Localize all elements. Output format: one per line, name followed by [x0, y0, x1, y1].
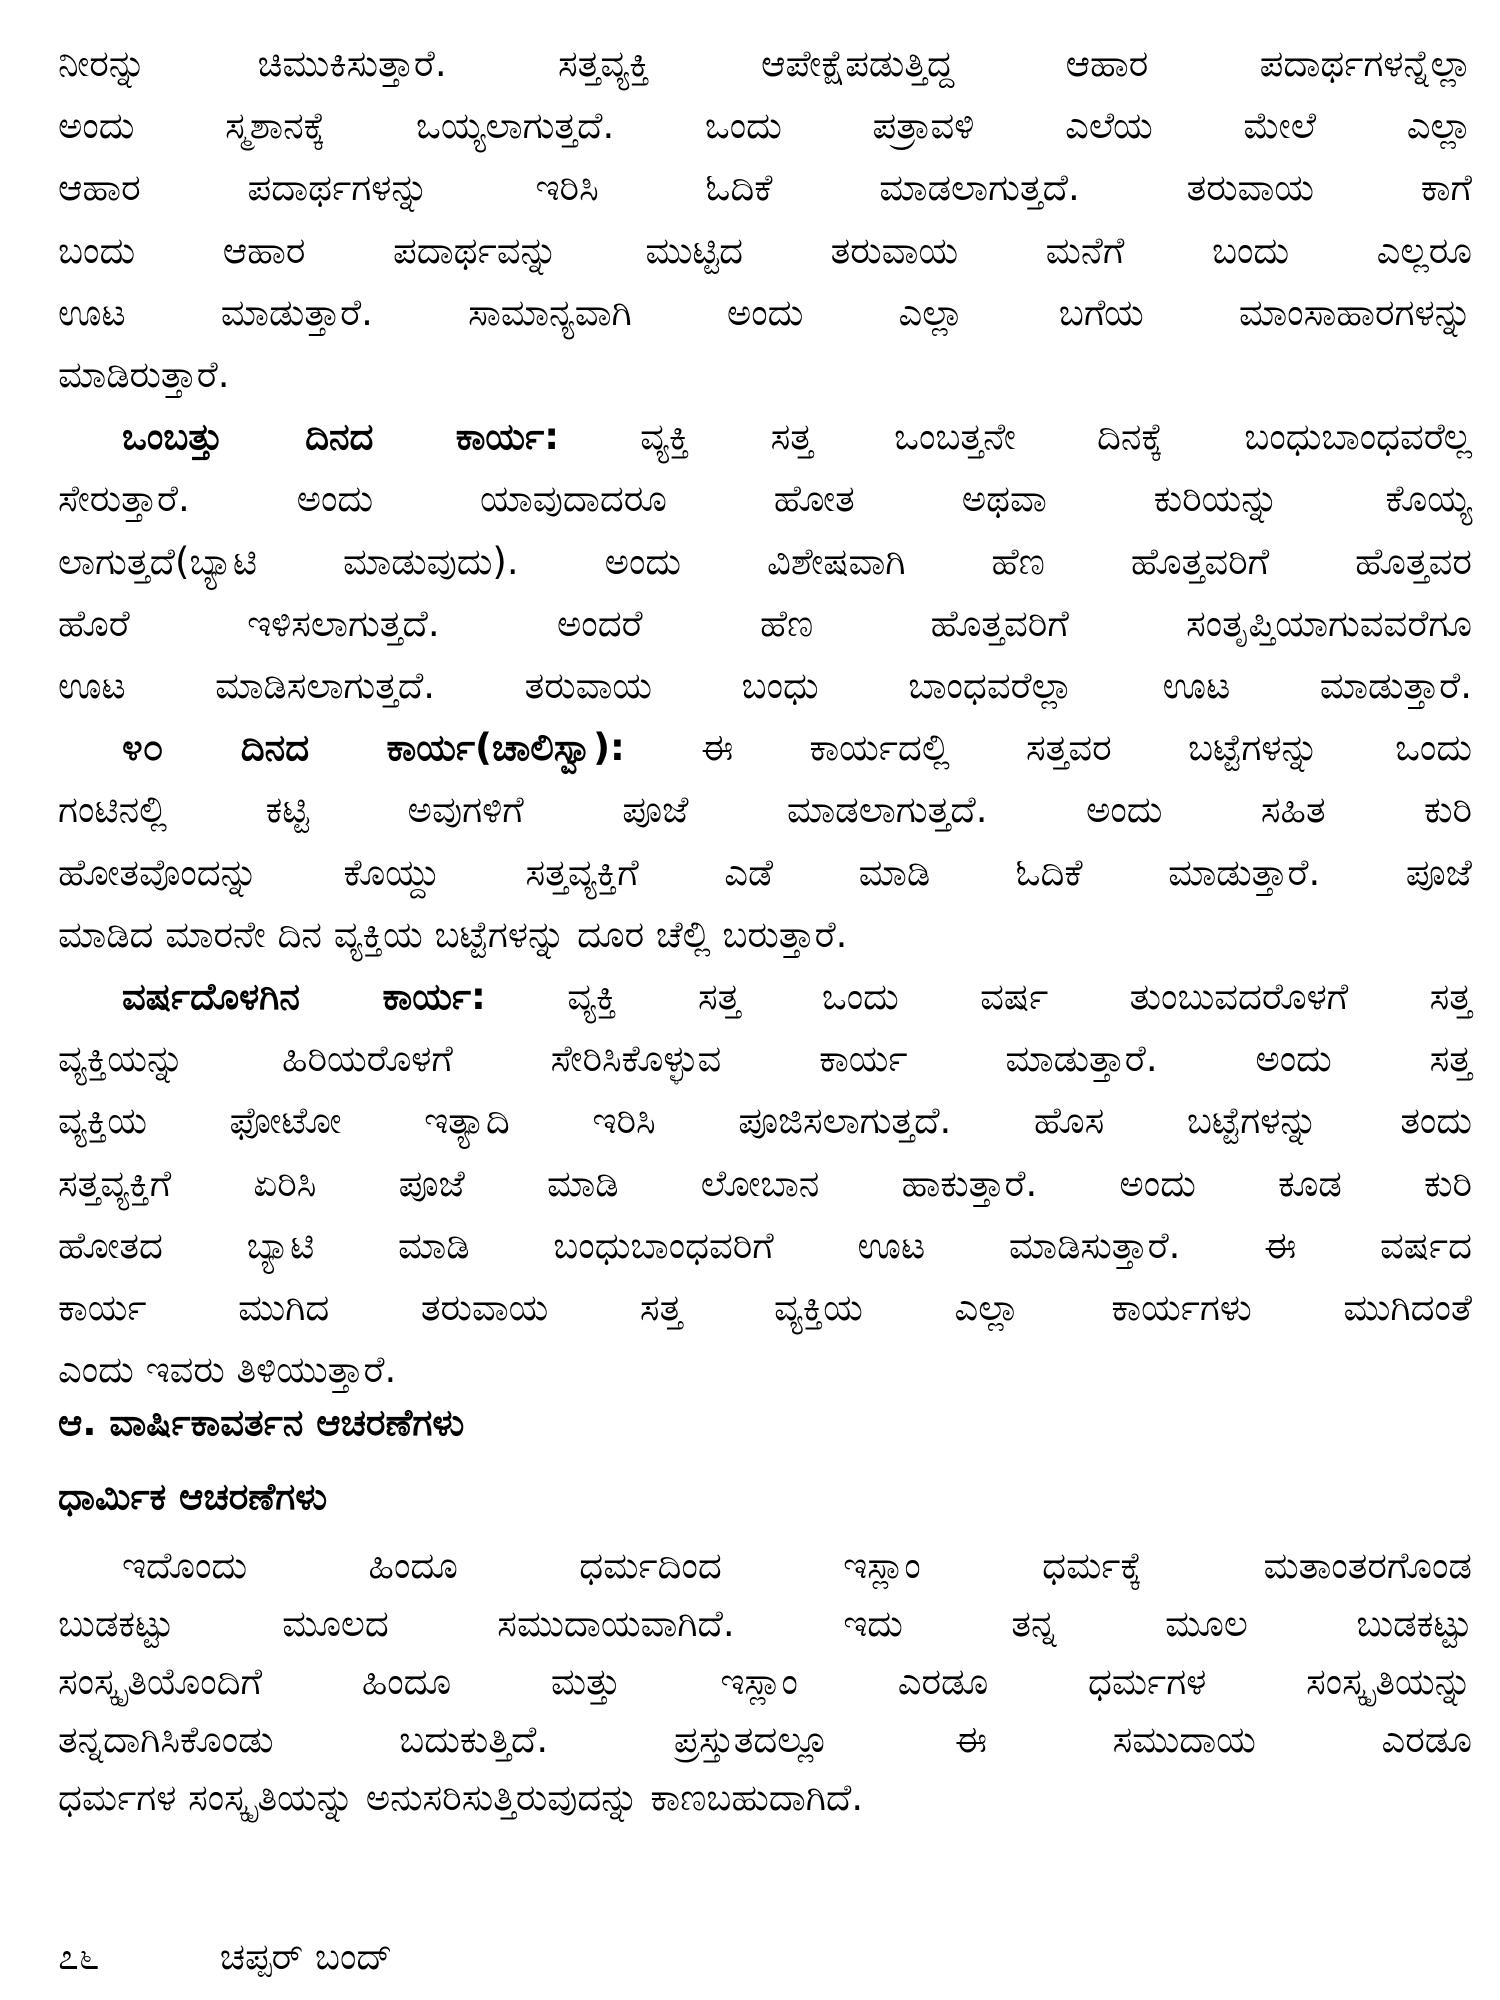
- text-line: [58, 474, 1472, 524]
- text-line: [58, 163, 1472, 213]
- line-text: ಸತ್ತವ್ಯಕ್ತಿಗೆ ಏರಿಸಿ ಪೂಜೆ ಮಾಡಿ ಲೋಬಾನ ಹಾಕುತ್ತಾರೆ. ಅಂದು ಕೂಡ ಕುರಿ: [58, 1161, 1472, 1205]
- text-line: [58, 1599, 1472, 1649]
- text-line: [58, 848, 1472, 898]
- line-text: ಆಹಾರ ಪದಾರ್ಥಗಳನ್ನು ಇರಿಸಿ ಓದಿಕೆ ಮಾಡಲಾಗುತ್ತದೆ. ತರುವಾಯ ಕಾಗೆ: [58, 166, 1472, 210]
- text-line: [58, 1221, 1472, 1271]
- line-text: ಮಾಡಿರುತ್ತಾರೆ.: [58, 353, 230, 396]
- line-text: ಊಟ ಮಾಡಿಸಲಾಗುತ್ತದೆ. ತರುವಾಯ ಬಂಧು ಬಾಂಧವರೆಲ್ಲಾ ಊಟ ಮಾಡುತ್ತಾರೆ.: [58, 664, 1472, 707]
- page-number: ೭೬: [58, 1935, 100, 1978]
- line-text: ಧರ್ಮಗಳ ಸಂಸ್ಕೃತಿಯನ್ನು ಅನುಸರಿಸುತ್ತಿರುವುದನ್ನು ಕಾಣಬಹುದಾಗಿದೆ.: [58, 1776, 864, 1819]
- text-line: [58, 350, 1472, 400]
- line-text: ವ್ಯಕ್ತಿ ಸತ್ತ ಒಂಬತ್ತನೇ ದಿನಕ್ಕೆ ಬಂಧುಬಾಂಧವರೆಲ್ಲ: [559, 415, 1473, 459]
- text-line: [122, 412, 1472, 462]
- inline-subheading: ವರ್ಷದೊಳಗಿನ ಕಾರ್ಯ:: [122, 975, 486, 1018]
- text-line: [58, 785, 1472, 835]
- line-text: ವ್ಯಕ್ತಿ ಸತ್ತ ಒಂದು ವರ್ಷ ತುಂಬುವದರೊಳಗೆ ಸತ್ತ: [485, 975, 1472, 1018]
- line-text: ಸೇರುತ್ತಾರೆ. ಅಂದು ಯಾವುದಾದರೂ ಹೋತ ಅಥವಾ ಕುರಿಯನ್ನು ಕೊಯ್ಯ: [58, 477, 1472, 521]
- line-text: ಲಾಗುತ್ತದೆ(ಬ್ಯಾಟಿ ಮಾಡುವುದು). ಅಂದು ವಿಶೇಷವಾಗಿ ಹೆಣ ಹೊತ್ತವರಿಗೆ ಹೊತ್ತವರ: [58, 539, 1472, 583]
- text-line: [58, 537, 1472, 587]
- line-text: ಹೋತದ ಬ್ಯಾಟಿ ಮಾಡಿ ಬಂಧುಬಾಂಧವರಿಗೆ ಊಟ ಮಾಡಿಸುತ್ತಾರೆ. ಈ ವರ್ಷದ: [58, 1223, 1472, 1267]
- text-line: [58, 599, 1472, 649]
- text-line: [58, 1657, 1472, 1707]
- inline-subheading: ೪೦ ದಿನದ ಕಾರ್ಯ(ಚಾಲಿಸ್ವಾ):: [122, 726, 625, 770]
- line-text: ಹೋತವೊಂದನ್ನು ಕೊಯ್ದು ಸತ್ತವ್ಯಕ್ತಿಗೆ ಎಡೆ ಮಾಡಿ ಓದಿಕೆ ಮಾಡುತ್ತಾರೆ. ಪೂಜೆ: [58, 850, 1472, 894]
- page-footer: [58, 1932, 392, 1982]
- line-text: ಹೊರೆ ಇಳಿಸಲಾಗುತ್ತದೆ. ಅಂದರೆ ಹೆಣ ಹೊತ್ತವರಿಗೆ ಸಂತೃಪ್ತಿಯಾಗುವವರೆಗೂ: [58, 601, 1472, 645]
- line-text: ಬುಡಕಟ್ಟು ಮೂಲದ ಸಮುದಾಯವಾಗಿದೆ. ಇದು ತನ್ನ ಮೂಲ ಬುಡಕಟ್ಟು: [58, 1602, 1472, 1645]
- line-text: ಎಂದು ಇವರು ತಿಳಿಯುತ್ತಾರೆ.: [58, 1348, 397, 1392]
- subsection-heading: ಧಾರ್ಮಿಕ ಆಚರಣೆಗಳು: [58, 1475, 328, 1518]
- line-text: ಬಂದು ಆಹಾರ ಪದಾರ್ಥವನ್ನು ಮುಟ್ಟಿದ ತರುವಾಯ ಮನೆಗೆ ಬಂದು ಎಲ್ಲರೂ: [58, 228, 1472, 272]
- text-line: [58, 1096, 1472, 1146]
- text-line: [122, 1541, 1472, 1591]
- inline-subheading: ಒಂಬತ್ತು ದಿನದ ಕಾರ್ಯ:: [122, 415, 560, 459]
- text-line: [122, 723, 1472, 773]
- line-text: ನೀರನ್ನು ಚಿಮುಕಿಸುತ್ತಾರೆ. ಸತ್ತವ್ಯಕ್ತಿ ಆಪೇಕ್ಷೆಪಡುತ್ತಿದ್ದ ಆಹಾರ ಪದಾರ್ಥಗಳನ್ನೆಲ್ಲಾ: [58, 42, 1472, 85]
- section-heading: ಆ. ವಾರ್ಷಿಕಾವರ್ತನ ಆಚರಣೆಗಳು: [58, 1401, 465, 1444]
- text-line: [58, 1283, 1472, 1333]
- line-text: ತನ್ನದಾಗಿಸಿಕೊಂಡು ಬದುಕುತ್ತಿದೆ. ಪ್ರಸ್ತುತದಲ್ಲೂ ಈ ಸಮುದಾಯ ಎರಡೂ: [58, 1718, 1472, 1761]
- line-text: ಈ ಕಾರ್ಯದಲ್ಲಿ ಸತ್ತವರ ಬಟ್ಟೆಗಳನ್ನು ಒಂದು: [624, 726, 1472, 770]
- line-text: ಕಾರ್ಯ ಮುಗಿದ ತರುವಾಯ ಸತ್ತ ವ್ಯಕ್ತಿಯ ಎಲ್ಲಾ ಕಾರ್ಯಗಳು ಮುಗಿದಂತೆ: [58, 1286, 1472, 1329]
- text-line: [58, 226, 1472, 276]
- text-line: [58, 661, 1472, 711]
- line-text: ಇದೊಂದು ಹಿಂದೂ ಧರ್ಮದಿಂದ ಇಸ್ಲಾಂ ಧರ್ಮಕ್ಕೆ ಮತಾಂತರಗೊಂಡ: [122, 1544, 1472, 1587]
- text-line: [58, 1715, 1472, 1765]
- line-text: ವ್ಯಕ್ತಿಯ ಫೋಟೋ ಇತ್ಯಾದಿ ಇರಿಸಿ ಪೂಜಿಸಲಾಗುತ್ತದೆ. ಹೊಸ ಬಟ್ಟೆಗಳನ್ನು ತಂದು: [58, 1099, 1472, 1143]
- text-line: [58, 1034, 1472, 1084]
- running-title: ಚಪ್ಪರ್ ಬಂದ್: [219, 1935, 393, 1978]
- text-line: [58, 39, 1472, 89]
- text-line: [58, 101, 1472, 151]
- line-text: ಸಂಸ್ಕೃತಿಯೊಂದಿಗೆ ಹಿಂದೂ ಮತ್ತು ಇಸ್ಲಾಂ ಎರಡೂ ಧರ್ಮಗಳ ಸಂಸ್ಕೃತಿಯನ್ನು: [58, 1660, 1472, 1703]
- line-text: ಊಟ ಮಾಡುತ್ತಾರೆ. ಸಾಮಾನ್ಯವಾಗಿ ಅಂದು ಎಲ್ಲಾ ಬಗೆಯ ಮಾಂಸಾಹಾರಗಳನ್ನು: [58, 290, 1472, 334]
- text-line: [58, 1159, 1472, 1209]
- text-line: [58, 1773, 1472, 1823]
- text-line: [58, 910, 1472, 960]
- line-text: ಅಂದು ಸ್ಮಶಾನಕ್ಕೆ ಒಯ್ಯಲಾಗುತ್ತದೆ. ಒಂದು ಪತ್ರಾವಳಿ ಎಲೆಯ ಮೇಲೆ ಎಲ್ಲಾ: [58, 104, 1472, 148]
- line-text: ಗಂಟಿನಲ್ಲಿ ಕಟ್ಟಿ ಅವುಗಳಿಗೆ ಪೂಜೆ ಮಾಡಲಾಗುತ್ತದೆ. ಅಂದು ಸಹಿತ ಕುರಿ: [58, 788, 1472, 832]
- text-line: [58, 1345, 1472, 1395]
- line-text: ವ್ಯಕ್ತಿಯನ್ನು ಹಿರಿಯರೊಳಗೆ ಸೇರಿಸಿಕೊಳ್ಳುವ ಕಾರ್ಯ ಮಾಡುತ್ತಾರೆ. ಅಂದು ಸತ್ತ: [58, 1037, 1472, 1081]
- text-line: [122, 972, 1472, 1022]
- text-line: [58, 288, 1472, 338]
- line-text: ಮಾಡಿದ ಮಾರನೇ ದಿನ ವ್ಯಕ್ತಿಯ ಬಟ್ಟೆಗಳನ್ನು ದೂರ ಚೆಲ್ಲಿ ಬರುತ್ತಾರೆ.: [58, 912, 848, 956]
